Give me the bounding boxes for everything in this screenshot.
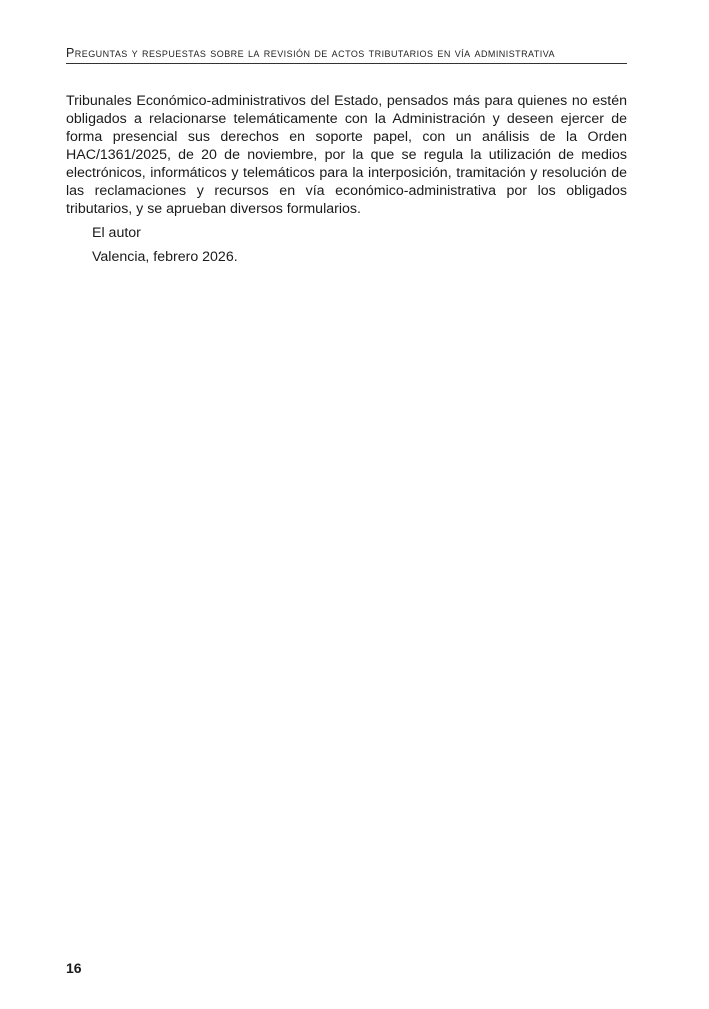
header-rule [66,63,627,64]
page-number: 16 [66,960,82,976]
body-paragraph: Tribunales Económico-administrativos del Estado, pensados más para quienes no estén obligados a relacionarse telemáticamente con la Administración y deseen ejercer de forma presencial sus derechos en soporte papel, con un análisis de la Orden HAC/1361/2025, de 20 de noviembre, por la que se regula la utilización de medios electrónicos, informáticos y telemáticos para la interposición, tramitación y resolución de las reclamaciones y recursos en vía económico-administrativa por los obligados tributarios, y se aprueban diversos formularios. [66,93,627,217]
signature-author: El autor [92,225,141,241]
signature-place-date: Valencia, febrero 2026. [92,249,238,265]
body-text [66,92,627,266]
running-header: Preguntas y respuestas sobre la revisión de actos tributarios en vía administrativa [66,46,555,60]
